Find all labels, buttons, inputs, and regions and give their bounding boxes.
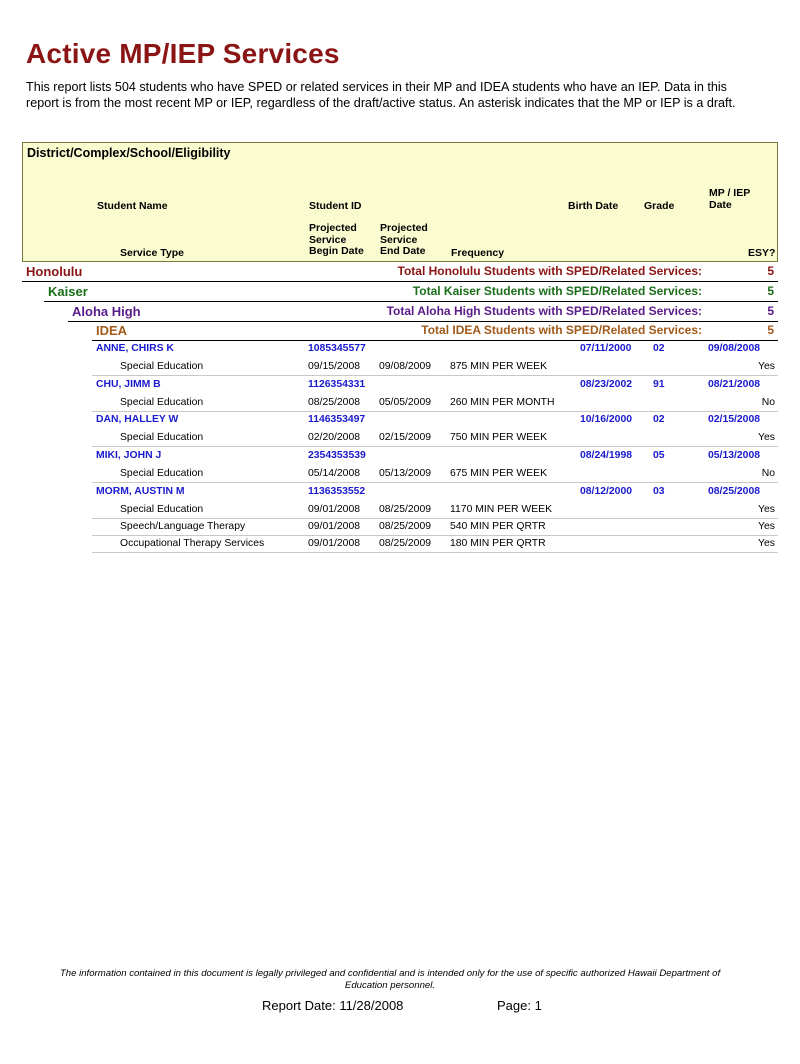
service-end-date: 08/25/2009 <box>379 504 432 515</box>
service-frequency: 750 MIN PER WEEK <box>450 432 548 443</box>
student-birth-date: 07/11/2000 <box>580 343 632 354</box>
student-name: MORM, AUSTIN M <box>96 486 185 497</box>
header-student-name: Student Name <box>97 200 168 212</box>
service-row <box>92 501 778 519</box>
service-end-date: 08/25/2009 <box>379 521 432 532</box>
student-row <box>92 411 778 429</box>
school-name: Aloha High <box>72 304 141 319</box>
complex-row <box>44 282 778 302</box>
student-birth-date: 08/24/1998 <box>580 450 633 461</box>
student-row <box>92 447 778 465</box>
service-esy: No <box>761 468 775 479</box>
header-esy: ESY? <box>748 247 776 259</box>
student-id: 1136353552 <box>308 486 366 497</box>
header-student-id: Student ID <box>309 200 362 212</box>
eligibility-name: IDEA <box>96 323 128 338</box>
district-row <box>22 262 778 282</box>
service-row <box>92 518 778 536</box>
complex-name: Kaiser <box>48 284 88 299</box>
student-iep-date: 02/15/2008 <box>708 414 761 425</box>
student-grade: 91 <box>653 379 665 390</box>
service-frequency: 180 MIN PER QRTR <box>450 538 546 549</box>
complex-total-count: 5 <box>767 284 774 298</box>
service-esy: No <box>761 397 775 408</box>
student-grade: 02 <box>653 343 665 354</box>
student-iep-date: 05/13/2008 <box>708 450 761 461</box>
student-birth-date: 08/23/2002 <box>580 379 633 390</box>
student-name: DAN, HALLEY W <box>96 414 179 425</box>
student-birth-date: 08/12/2000 <box>580 486 633 497</box>
service-row <box>92 535 778 553</box>
service-begin-date: 09/01/2008 <box>308 538 361 549</box>
student-name: MIKI, JOHN J <box>96 450 162 461</box>
student-row <box>92 340 778 358</box>
service-type: Special Education <box>120 397 204 408</box>
service-frequency: 875 MIN PER WEEK <box>450 361 548 372</box>
service-esy: Yes <box>758 504 775 515</box>
header-hierarchy-label: District/Complex/School/Eligibility <box>27 146 231 160</box>
eligibility-row <box>92 321 778 341</box>
service-row <box>92 429 778 447</box>
service-end-date: 08/25/2009 <box>379 538 432 549</box>
school-row <box>68 302 778 322</box>
school-total-count: 5 <box>767 304 774 318</box>
service-begin-date: 09/15/2008 <box>308 361 361 372</box>
service-frequency: 260 MIN PER MONTH <box>450 397 555 408</box>
service-begin-date: 09/01/2008 <box>308 504 361 515</box>
student-grade: 05 <box>653 450 665 461</box>
service-end-date: 09/08/2009 <box>379 361 432 372</box>
service-begin-date: 09/01/2008 <box>308 521 361 532</box>
student-id: 2354353539 <box>308 450 366 461</box>
student-grade: 03 <box>653 486 665 497</box>
service-type: Special Education <box>120 361 204 372</box>
service-esy: Yes <box>758 432 775 443</box>
student-iep-date: 08/25/2008 <box>708 486 761 497</box>
service-end-date: 05/05/2009 <box>379 397 432 408</box>
student-id: 1146353497 <box>308 414 366 425</box>
service-type: Special Education <box>120 432 204 443</box>
student-iep-date: 09/08/2008 <box>708 343 761 354</box>
service-begin-date: 05/14/2008 <box>308 468 361 479</box>
service-esy: Yes <box>758 521 775 532</box>
student-birth-date: 10/16/2000 <box>580 414 633 425</box>
service-frequency: 1170 MIN PER WEEK <box>450 504 553 515</box>
header-begin-date: Projected Service Begin Date <box>309 222 364 257</box>
column-header-panel <box>22 142 778 262</box>
service-frequency: 540 MIN PER QRTR <box>450 521 546 532</box>
student-iep-date: 08/21/2008 <box>708 379 761 390</box>
header-grade: Grade <box>644 200 675 212</box>
service-type: Occupational Therapy Services <box>120 538 265 549</box>
service-begin-date: 02/20/2008 <box>308 432 361 443</box>
header-service-type: Service Type <box>120 247 185 259</box>
header-birth-date: Birth Date <box>568 200 619 212</box>
student-name: ANNE, CHIRS K <box>96 343 174 354</box>
school-total-label: Total Aloha High Students with SPED/Related Services: <box>386 304 702 318</box>
service-row <box>92 465 778 483</box>
service-frequency: 675 MIN PER WEEK <box>450 468 548 479</box>
service-esy: Yes <box>758 361 775 372</box>
report-date: Report Date: 11/28/2008 <box>262 998 404 1013</box>
eligibility-total-count: 5 <box>767 323 774 337</box>
header-mp-iep-date: MP / IEP Date <box>709 187 751 211</box>
student-id: 1085345577 <box>308 343 366 354</box>
service-row <box>92 358 778 376</box>
complex-total-label: Total Kaiser Students with SPED/Related Services: <box>412 284 702 298</box>
service-type: Speech/Language Therapy <box>120 521 246 532</box>
header-end-date: Projected Service End Date <box>380 222 428 257</box>
report-title: Active MP/IEP Services <box>26 38 340 69</box>
eligibility-total-label: Total IDEA Students with SPED/Related Services: <box>421 323 702 337</box>
student-grade: 02 <box>653 414 665 425</box>
service-end-date: 02/15/2009 <box>379 432 432 443</box>
header-frequency: Frequency <box>451 247 505 259</box>
service-row <box>92 394 778 412</box>
confidentiality-note: The information contained in this document is legally privileged and confidential and is intended only for the use of specific authorized Hawaii Department of Education personnel. <box>59 968 721 991</box>
service-esy: Yes <box>758 538 775 549</box>
student-row <box>92 376 778 394</box>
district-total-label: Total Honolulu Students with SPED/Related Services: <box>397 264 702 278</box>
service-type: Special Education <box>120 504 204 515</box>
service-end-date: 05/13/2009 <box>379 468 432 479</box>
report-description: This report lists 504 students who have SPED or related services in their MP and IDEA students who have an IEP. Data in this report is from the most recent MP or IEP, regardless of the draft/active status. An asterisk indicates that the MP or IEP is a draft. <box>26 80 736 110</box>
student-name: CHU, JIMM B <box>96 379 161 390</box>
student-id: 1126354331 <box>308 379 366 390</box>
service-begin-date: 08/25/2008 <box>308 397 361 408</box>
student-row <box>92 483 778 501</box>
district-total-count: 5 <box>767 264 774 278</box>
service-type: Special Education <box>120 468 204 479</box>
district-name: Honolulu <box>26 264 83 279</box>
page-number: Page: 1 <box>497 998 542 1013</box>
